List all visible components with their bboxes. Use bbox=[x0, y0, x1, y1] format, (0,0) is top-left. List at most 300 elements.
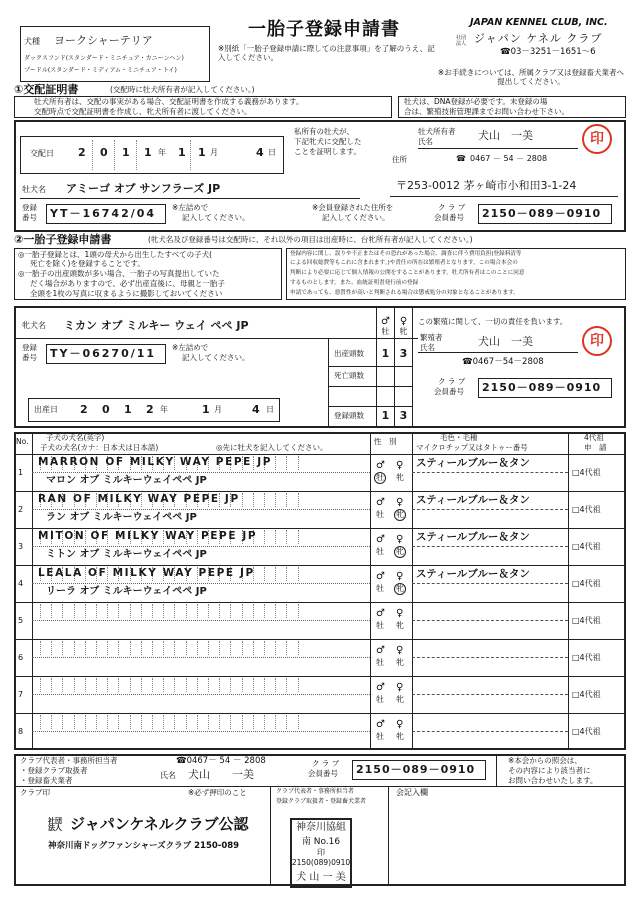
color-divider bbox=[412, 583, 568, 584]
address-label: 住所 bbox=[392, 155, 407, 164]
color-divider bbox=[412, 509, 568, 510]
puppy-name-midline bbox=[32, 472, 370, 473]
letter-cell-divider bbox=[85, 604, 86, 618]
letter-cell-divider bbox=[286, 456, 287, 470]
privacy-3: 判断により必要に応じて個人情報の公開をすることがあります。牡犬所有者はこのことに同意 bbox=[290, 270, 525, 276]
sire-club-number[interactable]: 2150－089－0910 bbox=[482, 207, 602, 220]
tel-icon: ☎ bbox=[456, 154, 466, 163]
col-color-line bbox=[412, 432, 413, 750]
vstamp-3: 印 bbox=[317, 848, 325, 857]
puppy-color[interactable]: スティールブルー＆タン bbox=[416, 568, 530, 580]
club-note-2: 記入してください。 bbox=[322, 213, 390, 222]
male-option[interactable]: ♂ bbox=[376, 682, 385, 693]
col-sex-line bbox=[370, 432, 371, 750]
letter-cell-divider bbox=[298, 567, 299, 581]
male-option[interactable]: ♂ bbox=[376, 719, 385, 730]
letter-cell-divider bbox=[219, 715, 220, 729]
letter-cell-divider bbox=[152, 641, 153, 655]
breeder-label-1: 繁殖者 bbox=[420, 333, 443, 342]
female-label: 牝 bbox=[396, 473, 404, 482]
letter-cell-divider bbox=[230, 678, 231, 692]
puppy-no: 7 bbox=[18, 690, 24, 699]
dead-count-label: 死亡頭数 bbox=[334, 371, 364, 380]
section2-note-a-1: ◎一胎子登録とは、1頭の母犬から出生したすべての子犬( bbox=[18, 250, 213, 259]
male-label: 牡 bbox=[376, 584, 384, 593]
footer-name-label: 氏名 bbox=[160, 771, 176, 780]
reception-label: 会記入欄 bbox=[396, 788, 428, 797]
footer-rep-1: クラブ代表者・事務所担当者 bbox=[20, 756, 118, 765]
counts-row-2 bbox=[328, 386, 412, 387]
section1-note-right-1: 牡犬は、DNA登録が必要です。未登録の場 bbox=[404, 97, 548, 106]
seal-required-note: ※必ず押印のこと bbox=[188, 788, 247, 797]
owner-label-2: 氏名 bbox=[418, 137, 433, 146]
letter-cell-divider bbox=[74, 678, 75, 692]
privacy-4: するものとします。また、血統証明書発行前の登録 bbox=[290, 280, 419, 286]
letter-cell-divider bbox=[107, 641, 108, 655]
born-female[interactable]: 3 bbox=[399, 347, 408, 360]
female-option[interactable]: ♀ bbox=[396, 719, 404, 730]
letter-cell-divider bbox=[96, 604, 97, 618]
date-box bbox=[20, 136, 284, 174]
breeder-name-line bbox=[418, 352, 578, 353]
mating-month-1[interactable]: 1 bbox=[178, 146, 186, 159]
letter-cell-divider bbox=[298, 493, 299, 507]
letter-cell-divider bbox=[186, 641, 187, 655]
table-row-line bbox=[14, 676, 626, 677]
born-count-label: 出産頭数 bbox=[334, 349, 364, 358]
color-divider bbox=[412, 620, 568, 621]
puppy-no: 8 bbox=[18, 727, 24, 736]
female-label: 牝 bbox=[396, 547, 404, 556]
male-label: 牡 bbox=[376, 732, 384, 741]
female-option[interactable]: ♀ bbox=[396, 608, 404, 619]
letter-cell-divider bbox=[253, 678, 254, 692]
mating-date-label: 交配日 bbox=[30, 149, 54, 158]
section1-note-right-2: 合は、繁殖技術管理課までお問い合わせ下さい。 bbox=[404, 107, 569, 116]
mating-year-4[interactable]: 1 bbox=[144, 146, 152, 159]
breeder-seal-icon: 印 bbox=[582, 326, 612, 356]
org-en: JAPAN KENNEL CLUB, INC. bbox=[470, 17, 608, 28]
letter-cell-divider bbox=[74, 715, 75, 729]
page-title: 一胎子登録申請書 bbox=[248, 19, 400, 40]
letter-cell-divider bbox=[130, 604, 131, 618]
puppy-no: 4 bbox=[18, 579, 24, 588]
letter-cell-divider bbox=[152, 678, 153, 692]
club-note-1: ※会員登録された住所を bbox=[312, 203, 394, 212]
four-gen-checkbox[interactable]: □4代祖 bbox=[572, 690, 601, 699]
male-label: 牡 bbox=[376, 547, 384, 556]
letter-cell-divider bbox=[186, 715, 187, 729]
letter-cell-divider bbox=[208, 678, 209, 692]
letter-cell-divider bbox=[62, 715, 63, 729]
letter-cell-divider bbox=[230, 715, 231, 729]
vstamp-4: 2150(089)0910 bbox=[291, 858, 351, 867]
letter-cell-divider bbox=[230, 641, 231, 655]
puppy-name-en[interactable]: MITON OF MILKY WAY PEPE JP bbox=[38, 530, 258, 542]
footer-club-label-2: 会員番号 bbox=[308, 769, 338, 778]
mating-day[interactable]: 4 bbox=[256, 146, 264, 159]
puppy-name-kana[interactable]: リーラ オブ ミルキーウェイペペ JP bbox=[46, 586, 207, 597]
four-gen-checkbox[interactable]: □4代祖 bbox=[572, 727, 601, 736]
footer-club-number[interactable]: 2150－089－0910 bbox=[356, 763, 476, 776]
letter-cell-divider bbox=[286, 604, 287, 618]
sire-reg-note-2: 記入してください。 bbox=[182, 213, 250, 222]
birth-year-1[interactable]: 2 bbox=[80, 403, 88, 416]
letter-cell-divider bbox=[253, 715, 254, 729]
breeder-tel[interactable]: ☎0467－54－2808 bbox=[462, 357, 544, 367]
breeder-label-2: 氏名 bbox=[420, 343, 435, 352]
letter-cell-divider bbox=[62, 604, 63, 618]
letter-cell-divider bbox=[40, 641, 41, 655]
owner-label-1: 牡犬所有者 bbox=[418, 127, 456, 136]
letter-cell-divider bbox=[107, 678, 108, 692]
footer-name[interactable]: 犬山 一美 bbox=[188, 768, 254, 781]
sire-name-line bbox=[20, 198, 360, 199]
col-sex-header: 性 別 bbox=[374, 437, 397, 446]
letter-cell-divider bbox=[264, 567, 265, 581]
mating-year-2[interactable]: 0 bbox=[100, 146, 108, 159]
table-row-line bbox=[14, 491, 626, 492]
male-option[interactable]: ♂ bbox=[376, 534, 385, 545]
section2-subtitle: (牝犬名及び登録番号は交配時に、それ以外の項目は出産時に、台牝所有者が記入してください。) bbox=[148, 235, 473, 244]
footer-rep-2: ・登録クラブ取扱者 bbox=[20, 766, 88, 775]
col-no-line bbox=[32, 432, 33, 750]
letter-cell-divider bbox=[130, 641, 131, 655]
org-tel: ☎03－3251－1651～6 bbox=[500, 47, 596, 57]
puppy-no: 5 bbox=[18, 616, 24, 625]
puppy-name-midline bbox=[32, 546, 370, 547]
letter-cell-divider bbox=[219, 678, 220, 692]
cert-text-3: ことを証明します。 bbox=[294, 147, 361, 156]
male-label-header: 牡 bbox=[381, 327, 390, 336]
letter-cell-divider bbox=[286, 493, 287, 507]
cert-text-2: 下記牝犬に交配した bbox=[294, 137, 362, 146]
letter-cell-divider bbox=[253, 641, 254, 655]
letter-cell-divider bbox=[197, 604, 198, 618]
mating-year-3[interactable]: 1 bbox=[122, 146, 130, 159]
puppy-color[interactable]: スティールブルー＆タン bbox=[416, 531, 530, 543]
puppy-name-midline bbox=[32, 731, 370, 732]
male-option[interactable]: ♂ bbox=[376, 608, 385, 619]
letter-cell-divider bbox=[141, 678, 142, 692]
puppy-name-en[interactable]: RAN OF MILKY WAY PEPE JP bbox=[38, 493, 240, 505]
puppy-name-kana[interactable]: ミトン オブ ミルキーウェイペペ JP bbox=[46, 549, 207, 560]
female-option[interactable]: ♀ bbox=[396, 534, 404, 545]
counts-row-1 bbox=[328, 366, 412, 367]
male-option[interactable]: ♂ bbox=[376, 497, 385, 508]
sire-owner-tel[interactable]: 0467 － 54 － 2808 bbox=[470, 154, 548, 163]
letter-cell-divider bbox=[264, 604, 265, 618]
birth-year-unit: 年 bbox=[160, 405, 168, 414]
birth-month-unit: 月 bbox=[214, 405, 222, 414]
table-row-line bbox=[14, 639, 626, 640]
section1-subtitle: (交配時に牡犬所有者が記入してください。) bbox=[110, 85, 255, 94]
letter-cell-divider bbox=[242, 493, 243, 507]
breeder-name[interactable]: 犬山 一美 bbox=[478, 335, 533, 348]
puppy-name-kana[interactable]: マロン オブ ミルキーウェイペペ JP bbox=[46, 475, 207, 486]
sire-reg-number[interactable]: YT－16742/04 bbox=[50, 207, 157, 220]
female-label: 牝 bbox=[396, 732, 404, 741]
letter-cell-divider bbox=[275, 456, 276, 470]
responsibility-note: この繁殖に関して、一切の責任を負います。 bbox=[418, 317, 568, 326]
puppy-no: 2 bbox=[18, 505, 24, 514]
female-label: 牝 bbox=[396, 584, 404, 593]
female-option[interactable]: ♀ bbox=[396, 645, 404, 656]
male-label: 牡 bbox=[376, 621, 384, 630]
letter-cell-divider bbox=[174, 678, 175, 692]
sire-owner-name[interactable]: 犬山 一美 bbox=[478, 129, 533, 142]
four-gen-checkbox[interactable]: □4代祖 bbox=[572, 653, 601, 662]
puppy-no: 1 bbox=[18, 468, 24, 477]
vstamp-1: 神奈川協組 bbox=[296, 822, 346, 833]
vstamp-5: 犬 山 一 美 bbox=[296, 872, 346, 883]
female-option[interactable]: ♀ bbox=[396, 571, 404, 582]
letter-cell-divider bbox=[96, 678, 97, 692]
male-option[interactable]: ♂ bbox=[376, 460, 385, 471]
date-divider-4 bbox=[190, 140, 191, 170]
letter-cell-divider bbox=[286, 530, 287, 544]
breed-value: ヨークシャーテリア bbox=[54, 34, 153, 47]
dam-label: 牝犬名 bbox=[22, 321, 46, 330]
color-divider bbox=[412, 694, 568, 695]
birth-day-unit: 日 bbox=[266, 405, 274, 414]
letter-cell-divider bbox=[264, 530, 265, 544]
letter-cell-divider bbox=[242, 678, 243, 692]
letter-cell-divider bbox=[219, 604, 220, 618]
male-option[interactable]: ♂ bbox=[376, 645, 385, 656]
male-label: 牡 bbox=[376, 473, 384, 482]
dam-reg-note-1: ※左詰めで bbox=[172, 343, 209, 352]
day-unit: 日 bbox=[268, 148, 276, 157]
letter-cell-divider bbox=[275, 493, 276, 507]
section2-title: ②一胎子登録申請書 bbox=[14, 233, 112, 246]
letter-cell-divider bbox=[85, 715, 86, 729]
club-seal-label: クラブ印 bbox=[20, 788, 50, 797]
letter-cell-divider bbox=[40, 715, 41, 729]
col-gen-header-2: 申 請 bbox=[584, 443, 607, 452]
reg-male[interactable]: 1 bbox=[381, 409, 390, 422]
table-header-line bbox=[14, 454, 626, 455]
footer-vline-1 bbox=[496, 754, 497, 786]
letter-cell-divider bbox=[275, 567, 276, 581]
color-divider bbox=[412, 731, 568, 732]
female-label: 牝 bbox=[396, 658, 404, 667]
address-line bbox=[390, 196, 618, 197]
sire-reg-label-2: 番号 bbox=[22, 213, 37, 222]
letter-cell-divider bbox=[62, 641, 63, 655]
org-corp: 社団法人 bbox=[456, 35, 467, 47]
letter-cell-divider bbox=[85, 641, 86, 655]
letter-cell-divider bbox=[275, 715, 276, 729]
sire-name[interactable]: アミーゴ オブ サンフラーズ JP bbox=[66, 182, 221, 195]
letter-cell-divider bbox=[208, 715, 209, 729]
section2-note-b-1: ◎一胎子の出産頭数が多い場合、一胎子の写真提出していた bbox=[18, 269, 220, 278]
puppy-name-en[interactable]: LEALA OF MILKY WAY PEPE JP bbox=[38, 567, 255, 579]
female-label-header: 牝 bbox=[399, 327, 408, 336]
letter-cell-divider bbox=[275, 604, 276, 618]
puppy-name-midline bbox=[32, 657, 370, 658]
club-label-1: ク ラ ブ bbox=[438, 203, 466, 212]
letter-cell-divider bbox=[298, 678, 299, 692]
letter-cell-divider bbox=[298, 604, 299, 618]
male-label: 牡 bbox=[376, 658, 384, 667]
size-note-2: プードル(スタンダード・ミディアム・ミニチュア・トイ) bbox=[24, 67, 177, 74]
breeder-club-number[interactable]: 2150－089－0910 bbox=[482, 381, 602, 394]
letter-cell-divider bbox=[163, 641, 164, 655]
birth-date-label: 出産日 bbox=[34, 405, 58, 414]
dam-reg-note-2: 記入してください。 bbox=[182, 353, 250, 362]
date-divider-1 bbox=[92, 140, 93, 170]
club-stamp-sub: 神奈川南ドッグファンシャーズクラブ 2150-089 bbox=[48, 841, 240, 851]
letter-cell-divider bbox=[118, 604, 119, 618]
footer-tel[interactable]: ☎0467－ 54 － 2808 bbox=[176, 756, 266, 766]
letter-cell-divider bbox=[152, 604, 153, 618]
puppy-name-kana[interactable]: ラン オブ ミルキーウェイペペ JP bbox=[46, 512, 197, 523]
male-option[interactable]: ♂ bbox=[376, 571, 385, 582]
birth-date-box bbox=[28, 398, 280, 422]
letter-cell-divider bbox=[275, 530, 276, 544]
puppy-no: 6 bbox=[18, 653, 24, 662]
letter-cell-divider bbox=[264, 641, 265, 655]
letter-cell-divider bbox=[197, 715, 198, 729]
puppy-name-midline bbox=[32, 620, 370, 621]
reg-count-label: 登録頭数 bbox=[334, 411, 364, 420]
table-row-line bbox=[14, 528, 626, 529]
letter-cell-divider bbox=[286, 678, 287, 692]
sire-owner-seal-icon: 印 bbox=[582, 124, 612, 154]
letter-cell-divider bbox=[264, 678, 265, 692]
dam-name[interactable]: ミカン オブ ミルキー ウェイ ペペ JP bbox=[64, 319, 249, 332]
letter-cell-divider bbox=[118, 641, 119, 655]
footer-vline-2 bbox=[270, 786, 271, 886]
letter-cell-divider bbox=[62, 678, 63, 692]
club-stamp-name: ジャパンケネルクラブ公認 bbox=[70, 815, 249, 833]
letter-cell-divider bbox=[163, 715, 164, 729]
four-gen-checkbox[interactable]: □4代祖 bbox=[572, 505, 601, 514]
table-row-line bbox=[14, 565, 626, 566]
female-option[interactable]: ♀ bbox=[396, 682, 404, 693]
letter-cell-divider bbox=[96, 715, 97, 729]
mating-month-2[interactable]: 1 bbox=[198, 146, 206, 159]
letter-cell-divider bbox=[96, 641, 97, 655]
female-option[interactable]: ♀ bbox=[396, 460, 404, 471]
four-gen-checkbox[interactable]: □4代祖 bbox=[572, 542, 601, 551]
reg-female[interactable]: 3 bbox=[399, 409, 408, 422]
letter-cell-divider bbox=[51, 641, 52, 655]
size-note-1: ダックスフンド(スタンダード・ミニチュア・カニーンヘン) bbox=[24, 55, 184, 62]
section1-title: ①交配証明書 bbox=[14, 83, 79, 96]
birth-year-2[interactable]: 0 bbox=[102, 403, 110, 416]
letter-cell-divider bbox=[242, 604, 243, 618]
color-divider bbox=[412, 546, 568, 547]
col-no-header: No. bbox=[16, 437, 29, 446]
letter-cell-divider bbox=[152, 715, 153, 729]
footer-vline-3 bbox=[388, 786, 389, 886]
female-symbol-header: ♀ bbox=[399, 316, 408, 327]
privacy-1: 登録内容に関し、誤りや不正またはその恐れがあった場合、調査に伴う費用負担(登録料清等 bbox=[290, 251, 522, 257]
rep-label-2: 登録クラブ取扱者・登録畜犬業者 bbox=[276, 798, 367, 805]
letter-cell-divider bbox=[197, 641, 198, 655]
letter-cell-divider bbox=[118, 715, 119, 729]
date-divider-2 bbox=[114, 140, 115, 170]
letter-cell-divider bbox=[107, 715, 108, 729]
org-jp: ジャパン ケネル クラブ bbox=[474, 32, 603, 45]
col-name-header-1: 子犬の犬名(英字) bbox=[46, 433, 105, 442]
section2-note-b-2: だく場合がありますので、必ず出産直後に、母親と一胎子 bbox=[30, 279, 225, 288]
puppy-name-midline bbox=[32, 583, 370, 584]
footer-inquiry-1: ※本会からの照会は、 bbox=[508, 756, 582, 765]
birth-year-4[interactable]: 2 bbox=[146, 403, 154, 416]
letter-cell-divider bbox=[74, 604, 75, 618]
counts-divider-right bbox=[412, 306, 413, 428]
breeder-club-label-1: ク ラ ブ bbox=[438, 377, 466, 386]
dam-reg-number[interactable]: TY－06270/11 bbox=[50, 347, 157, 360]
vstamp-2: 南 No.16 bbox=[301, 837, 341, 847]
letter-cell-divider bbox=[74, 641, 75, 655]
mating-year-1[interactable]: 2 bbox=[78, 146, 86, 159]
four-gen-checkbox[interactable]: □4代祖 bbox=[572, 468, 601, 477]
rep-label-1: クラブ代表者・事務所担当者 bbox=[276, 788, 355, 795]
letter-cell-divider bbox=[230, 604, 231, 618]
col-name-header-2: 子犬の犬名(カナ：日本犬は日本語) bbox=[40, 443, 159, 452]
four-gen-checkbox[interactable]: □4代祖 bbox=[572, 579, 601, 588]
letter-cell-divider bbox=[264, 493, 265, 507]
letter-cell-divider bbox=[85, 678, 86, 692]
four-gen-checkbox[interactable]: □4代祖 bbox=[572, 616, 601, 625]
birth-day[interactable]: 4 bbox=[252, 403, 260, 416]
puppy-no: 3 bbox=[18, 542, 24, 551]
letter-cell-divider bbox=[242, 715, 243, 729]
letter-cell-divider bbox=[264, 715, 265, 729]
male-label: 牡 bbox=[376, 510, 384, 519]
col-color-header-1: 毛色・毛種 bbox=[440, 433, 478, 442]
footer-inquiry-3: お問い合わせいたします。 bbox=[508, 776, 598, 785]
birth-year-3[interactable]: 1 bbox=[124, 403, 132, 416]
letter-cell-divider bbox=[130, 715, 131, 729]
letter-cell-divider bbox=[163, 604, 164, 618]
male-label: 牡 bbox=[376, 695, 384, 704]
section2-note-a-2: 死亡を除く)を登録することです。 bbox=[30, 259, 145, 268]
counts-row-3 bbox=[328, 406, 412, 407]
letter-cell-divider bbox=[286, 715, 287, 729]
letter-cell-divider bbox=[141, 715, 142, 729]
club-label-2: 会員番号 bbox=[434, 213, 464, 222]
letter-cell-divider bbox=[219, 641, 220, 655]
footer-rep-3: ・登録畜犬業者 bbox=[20, 776, 73, 785]
puppy-color[interactable]: スティールブルー＆タン bbox=[416, 457, 530, 469]
color-divider bbox=[412, 657, 568, 658]
section1-note-left-1: 牡犬所有者は、交配の事実がある場合、交配証明書を作成する義務があります。 bbox=[34, 97, 304, 106]
letter-cell-divider bbox=[51, 604, 52, 618]
table-row-line bbox=[14, 602, 626, 603]
letter-cell-divider bbox=[40, 604, 41, 618]
female-option[interactable]: ♀ bbox=[396, 497, 404, 508]
puppy-name-en[interactable]: MARRON OF MILKY WAY PEPE JP bbox=[38, 456, 272, 468]
color-divider bbox=[412, 472, 568, 473]
letter-cell-divider bbox=[208, 641, 209, 655]
col-gen-header-1: 4代祖 bbox=[584, 433, 604, 442]
owner-name-line bbox=[418, 148, 578, 149]
footer-inquiry-2: その内容により該当者に bbox=[508, 766, 591, 775]
born-male[interactable]: 1 bbox=[381, 347, 390, 360]
month-unit: 月 bbox=[210, 148, 218, 157]
letter-cell-divider bbox=[298, 456, 299, 470]
dam-reg-label-1: 登録 bbox=[22, 343, 37, 352]
birth-month[interactable]: 1 bbox=[202, 403, 210, 416]
puppy-name-midline bbox=[32, 694, 370, 695]
sire-owner-address[interactable]: 〒253-0012 茅ヶ崎市小和田3-1-24 bbox=[396, 179, 577, 192]
puppy-color[interactable]: スティールブルー＆タン bbox=[416, 494, 530, 506]
